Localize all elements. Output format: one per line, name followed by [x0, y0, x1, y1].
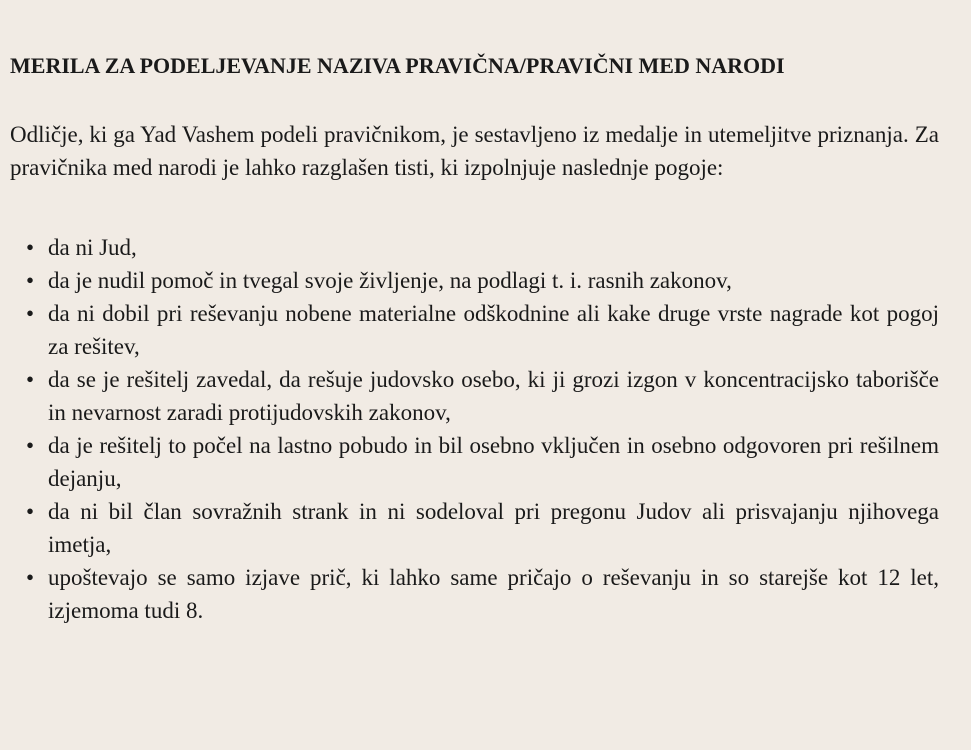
bullet-icon: • — [25, 301, 35, 326]
list-item — [25, 429, 939, 495]
list-item-text: da ni Jud, — [48, 235, 137, 260]
list-item — [25, 231, 939, 264]
list-item-text: da je rešitelj to počel na lastno pobudo in bil osebno vključen in osebno odgovoren pri rešilnem dejanju, — [48, 433, 939, 491]
list-item-text: da je nudil pomoč in tvegal svoje življenje, na podlagi t. i. rasnih zakonov, — [48, 268, 732, 293]
criteria-list — [10, 231, 939, 627]
bullet-icon: • — [25, 499, 35, 524]
page-title: MERILA ZA PODELJEVANJE NAZIVA PRAVIČNA/PRAVIČNI MED NARODI — [10, 53, 785, 78]
list-item — [25, 495, 939, 561]
list-item-text: upoštevajo se samo izjave prič, ki lahko same pričajo o reševanju in so starejše kot 12 let, izjemoma tudi 8. — [48, 565, 939, 623]
intro-paragraph: Odličje, ki ga Yad Vashem podeli pravičnikom, je sestavljeno iz medalje in utemeljitve priznanja. Za pravičnika med narodi je lahko razglašen tisti, ki izpolnjuje naslednje pogoje: — [10, 122, 939, 180]
bullet-icon: • — [25, 565, 35, 590]
list-item-text: da ni dobil pri reševanju nobene materialne odškodnine ali kake druge vrste nagrade kot pogoj za rešitev, — [48, 301, 939, 359]
list-item — [25, 264, 939, 297]
bullet-icon: • — [25, 367, 35, 392]
list-item — [25, 363, 939, 429]
list-item-text: da se je rešitelj zavedal, da rešuje judovsko osebo, ki ji grozi izgon v koncentracijsko taborišče in nevarnost zaradi protijudovskih zakonov, — [48, 367, 939, 425]
bullet-icon: • — [25, 235, 35, 260]
bullet-icon: • — [25, 268, 35, 293]
bullet-icon: • — [25, 433, 35, 458]
list-item — [25, 297, 939, 363]
list-item-text: da ni bil član sovražnih strank in ni sodeloval pri pregonu Judov ali prisvajanju njihovega imetja, — [48, 499, 939, 557]
list-item — [25, 561, 939, 627]
